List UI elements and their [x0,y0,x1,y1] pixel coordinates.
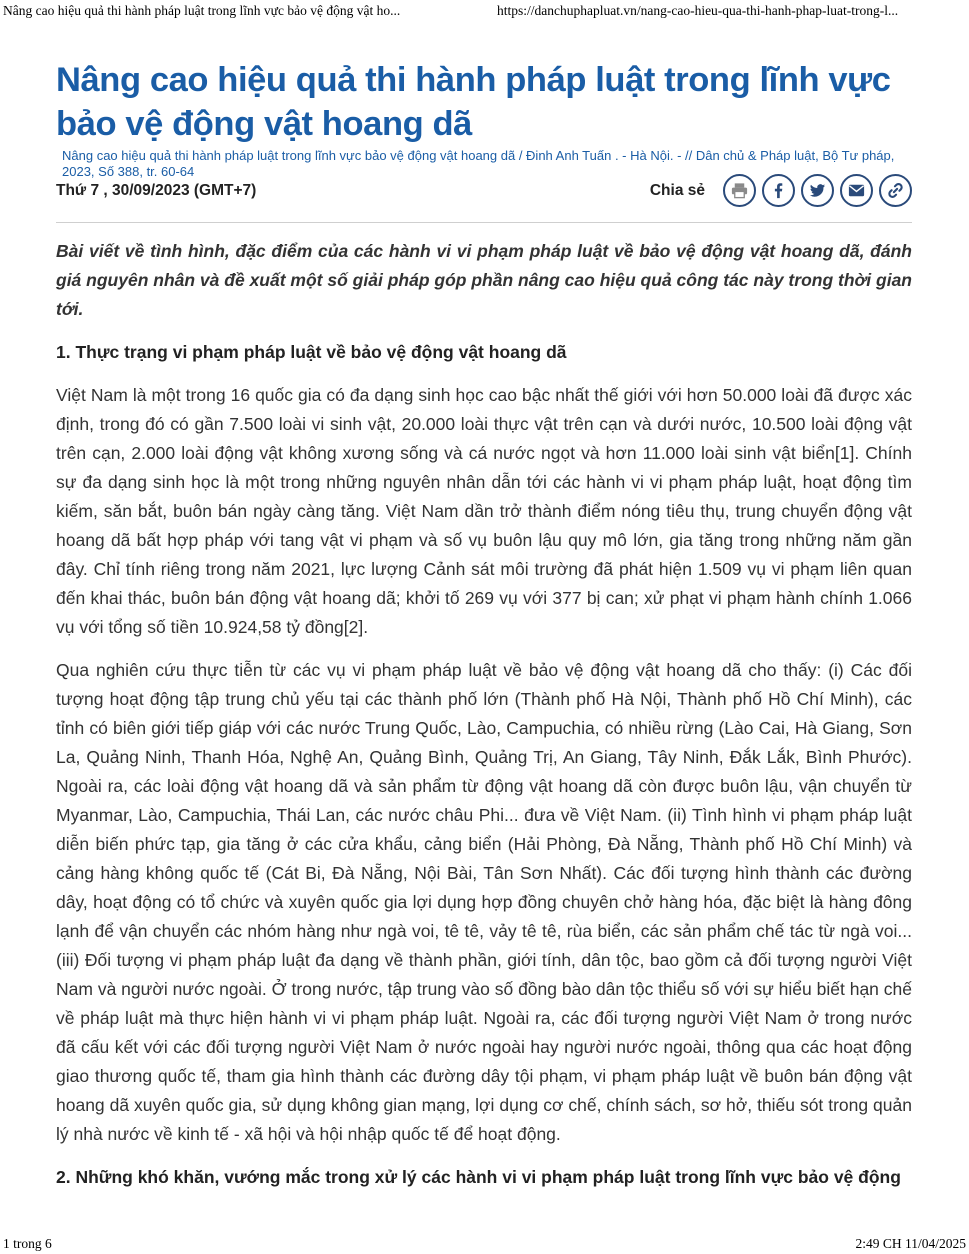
article-citation[interactable]: Nâng cao hiệu quả thi hành pháp luật trong lĩnh vực bảo vệ động vật hoang dã / Đinh Anh Tuấn . - Hà Nội. - // Dân chủ & Pháp luật, Bộ Tư pháp, 2023, Số 388, tr. 60-64 [62,148,895,179]
meta-row [56,180,912,223]
print-icon[interactable] [723,174,756,207]
article-lead: Bài viết về tình hình, đặc điểm của các hành vi vi phạm pháp luật về bảo vệ động vật hoang dã, đánh giá nguyên nhân và đề xuất một số giải pháp góp phần nâng cao hiệu quả công tác này trong thời gian tới. [56,241,912,319]
print-header [0,0,969,20]
article-title: Nâng cao hiệu quả thi hành pháp luật trong lĩnh vực bảo vệ động vật hoang dã [56,61,891,143]
page-indicator: 1 trong 6 [3,1236,52,1251]
print-footer [0,1234,969,1254]
email-icon[interactable] [840,174,873,207]
paragraph-2: Qua nghiên cứu thực tiễn từ các vụ vi phạm pháp luật về bảo vệ động vật hoang dã cho thấy: (i) Các đối tượng hoạt động tập trung chủ yếu tại các thành phố lớn (Thành phố Hà Nội, Thành phố Hồ Chí Minh), các tỉnh có biên giới tiếp giáp với các nước Trung Quốc, Lào, Campuchia, có nhiều rừng (Lào Cai, Hà Giang, Sơn La, Quảng Ninh, Thanh Hóa, Nghệ An, Quảng Bình, Quảng Trị, An Giang, Tây Ninh, Đắk Lắk, Bình Phước). Ngoài ra, các loài động vật hoang dã và sản phẩm từ động vật hoang dã còn được buôn lậu, vận chuyển từ Myanmar, Lào, Campuchia, Thái Lan, các nước châu Phi... đưa về Việt Nam. (ii) Tình hình vi phạm pháp luật diễn biến phức tạp, gia tăng ở các cửa khẩu, cảng biển (Hải Phòng, Đà Nẵng, Thành phố Hồ Chí Minh) và cảng hàng không quốc tế (Cát Bi, Đà Nẵng, Nội Bài, Tân Sơn Nhất). Các đối tượng hình thành các đường dây, hoạt động có tổ chức và xuyên quốc gia lợi dụng hợp đồng chuyên chở hàng hóa, đặc biệt là hàng đông lạnh để vận chuyển các nhóm hàng như ngà voi, tê tê, vảy tê tê, rùa biển, các sản phẩm chế tác từ ngà voi... (iii) Đối tượng vi phạm pháp luật đa dạng về thành phần, giới tính, dân tộc, bao gồm cả đối tượng người Việt Nam và người nước ngoài. Ở trong nước, tập trung vào số đồng bào dân tộc thiểu số với sự hiểu biết hạn chế về pháp luật mà thực hiện hành vi vi phạm pháp luật. Ngoài ra, các đối tượng người Việt Nam ở trong nước đã cấu kết với các đối tượng người Việt Nam ở nước ngoài hay người nước ngoài, thông qua các hoạt động giao thương quốc tế, tham gia hình thành các đường dây tội phạm, vi phạm pháp luật về buôn bán động vật hoang dã xuyên quốc gia, sử dụng không gian mạng, lợi dụng cơ chế, chính sách, sơ hở, thiếu sót trong quản lý nhà nước về kinh tế - xã hội và hội nhập quốc tế để hoạt động. [56,660,912,1144]
print-timestamp: 2:49 CH 11/04/2025 [855,1236,966,1251]
print-page-title: Nâng cao hiệu quả thi hành pháp luật trong lĩnh vực bảo vệ động vật ho... [3,3,401,18]
article-body [56,237,912,1192]
twitter-icon[interactable] [801,174,834,207]
copy-link-icon[interactable] [879,174,912,207]
section-heading-1: 1. Thực trạng vi phạm pháp luật về bảo vệ động vật hoang dã [56,342,567,362]
share-bar [650,174,912,207]
share-label: Chia sẻ [649,181,705,199]
facebook-icon[interactable] [762,174,795,207]
article [56,58,912,1192]
publish-date: Thứ 7 , 30/09/2023 (GMT+7) [56,182,257,199]
section-heading-2: 2. Những khó khăn, vướng mắc trong xử lý các hành vi vi phạm pháp luật trong lĩnh vực bảo vệ động [56,1167,901,1187]
paragraph-1: Việt Nam là một trong 16 quốc gia có đa dạng sinh học cao bậc nhất thế giới với hơn 50.000 loài đã được xác định, trong đó có gần 7.500 loài vi sinh vật, 20.000 loài thực vật trên cạn và dưới nước, 10.500 loài động vật trên cạn, 2.000 loài động vật không xương sống và cá nước ngọt và hơn 11.000 loài sinh vật biển[1]. Chính sự đa dạng sinh học là một trong những nguyên nhân dẫn tới các hành vi vi phạm pháp luật, hoạt động tìm kiếm, săn bắt, buôn bán ngày càng tăng. Việt Nam dần trở thành điểm nóng tiêu thụ, trung chuyển động vật hoang dã bất hợp pháp với tang vật vi phạm và số vụ buôn lậu quy mô lớn, gia tăng trong những năm gần đây. Chỉ tính riêng trong năm 2021, lực lượng Cảnh sát môi trường đã phát hiện 1.509 vụ vi phạm liên quan đến khai thác, buôn bán động vật hoang dã; khởi tố 269 vụ với 377 bị can; xử phạt vi phạm hành chính 1.066 vụ với tổng số tiền 10.924,58 tỷ đồng[2]. [56,385,912,637]
print-url: https://danchuphapluat.vn/nang-cao-hieu-qua-thi-hanh-phap-luat-trong-l... [497,3,899,18]
